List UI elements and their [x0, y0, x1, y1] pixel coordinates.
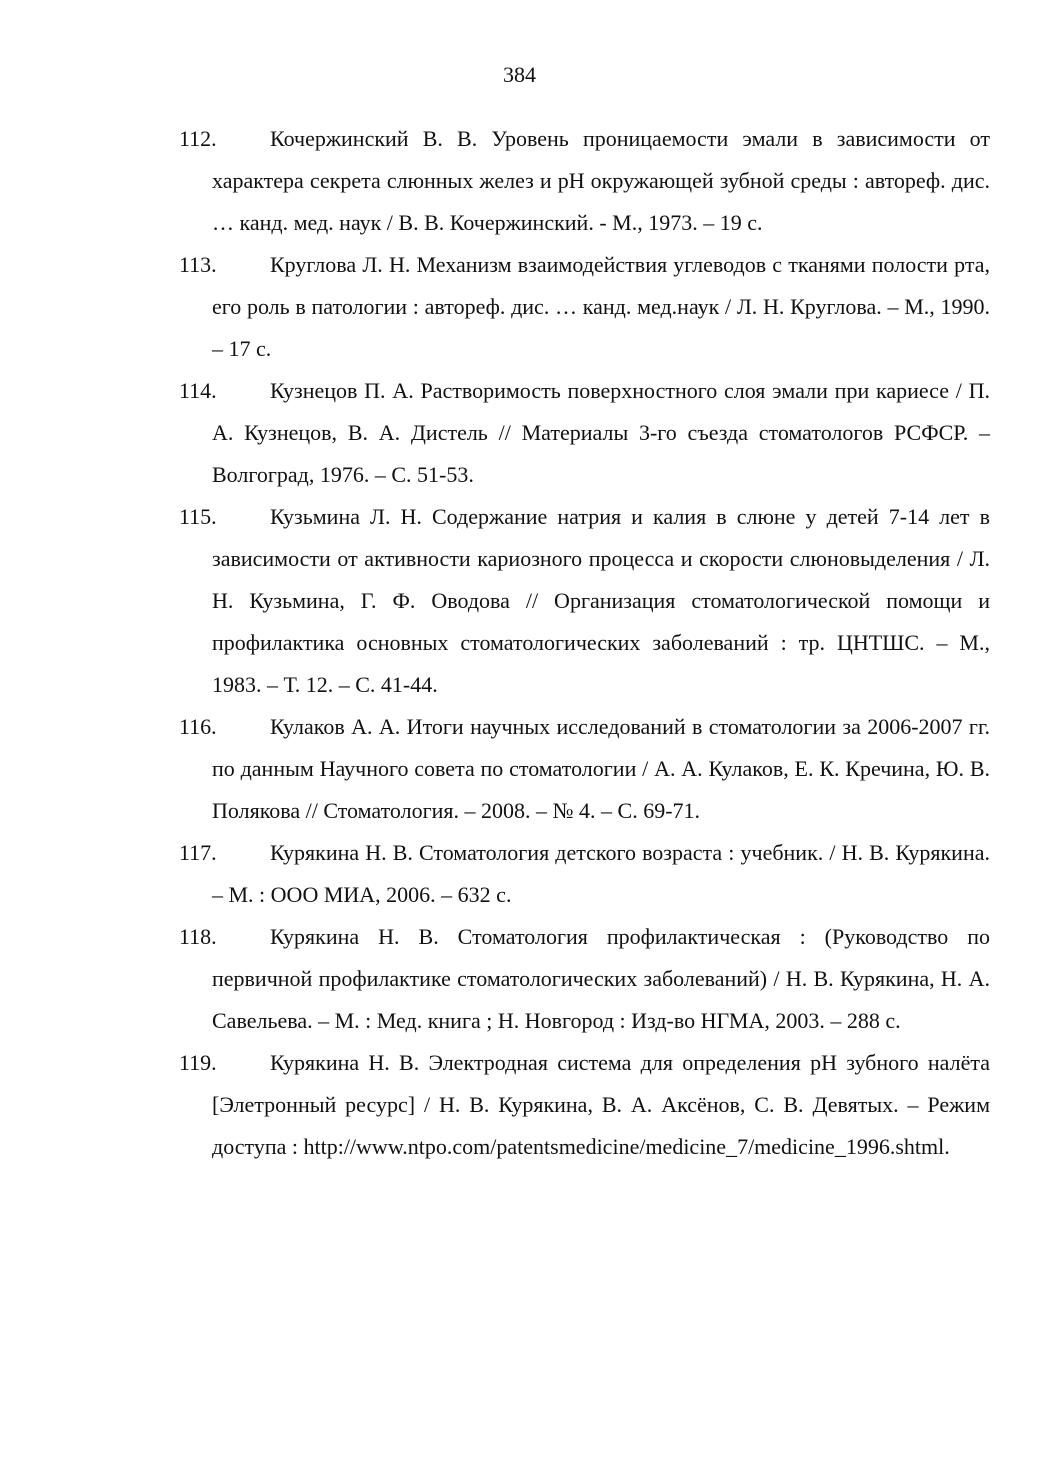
reference-text: Кузнецов П. А. Растворимость поверхностного слоя эмали при кариесе / П. А. Кузнецов, В. А. Дистель // Материалы 3-го съезда стоматологов РСФСР. – Волгоград, 1976. – С. 51-53. — [212, 378, 990, 487]
reference-number: 114. — [179, 378, 217, 403]
reference-url: http://www.ntpo.com/patentsmedicine/medicine_7/medicine_1996.shtml. — [303, 1134, 950, 1159]
reference-item — [179, 118, 990, 244]
reference-text: Кузьмина Л. Н. Содержание натрия и калия в слюне у детей 7-14 лет в зависимости от активности кариозного процесса и скорости слюновыделения / Л. Н. Кузьмина, Г. Ф. Оводова // Организация стоматологической помощи и профилактика основных стоматологических заболеваний : тр. ЦНТШС. – М., 1983. – Т. 12. – С. 41-44. — [212, 504, 990, 697]
reference-text: Кочержинский В. В. Уровень проницаемости эмали в зависимости от характера секрета слюнных желез и рН окружающей зубной среды : автореф. дис. … канд. мед. наук / В. В. Кочержинский. - М., 1973. – 19 с. — [212, 126, 990, 235]
reference-item — [179, 832, 990, 916]
reference-number: 117. — [179, 840, 217, 865]
reference-number: 118. — [179, 924, 217, 949]
reference-item — [179, 706, 990, 832]
reference-number: 115. — [179, 504, 217, 529]
reference-number: 116. — [179, 714, 217, 739]
reference-item — [179, 244, 990, 370]
reference-list — [179, 118, 990, 1168]
reference-text: Круглова Л. Н. Механизм взаимодействия углеводов с тканями полости рта, его роль в патологии : автореф. дис. … канд. мед.наук / Л. Н. Круглова. – М., 1990. – 17 с. — [212, 252, 990, 361]
reference-text: Кулаков А. А. Итоги научных исследований в стоматологии за 2006-2007 гг. по данным Научного совета по стоматологии / А. А. Кулаков, Е. К. Кречина, Ю. В. Полякова // Стоматология. – 2008. – № 4. – С. 69-71. — [212, 714, 990, 823]
reference-text: Курякина Н. В. Стоматология профилактическая : (Руководство по первичной профилактике стоматологических заболеваний) / Н. В. Курякина, Н. А. Савельева. – М. : Мед. книга ; Н. Новгород : Изд-во НГМА, 2003. – 288 с. — [212, 924, 990, 1033]
reference-item — [179, 916, 990, 1042]
reference-number: 113. — [179, 252, 217, 277]
reference-text: Курякина Н. В. Электродная система для определения рН зубного налёта [Элетронный ресурс] / Н. В. Курякина, В. А. Аксёнов, С. В. Девятых. – Режим доступа : — [212, 1050, 990, 1159]
reference-item — [179, 496, 990, 706]
reference-item — [179, 1042, 990, 1168]
reference-number: 119. — [179, 1050, 217, 1075]
reference-item — [179, 370, 990, 496]
reference-text: Курякина Н. В. Стоматология детского возраста : учебник. / Н. В. Курякина. – М. : ООО МИА, 2006. – 632 с. — [212, 840, 990, 907]
page-number: 384 — [503, 62, 536, 87]
reference-number: 112. — [179, 126, 217, 151]
